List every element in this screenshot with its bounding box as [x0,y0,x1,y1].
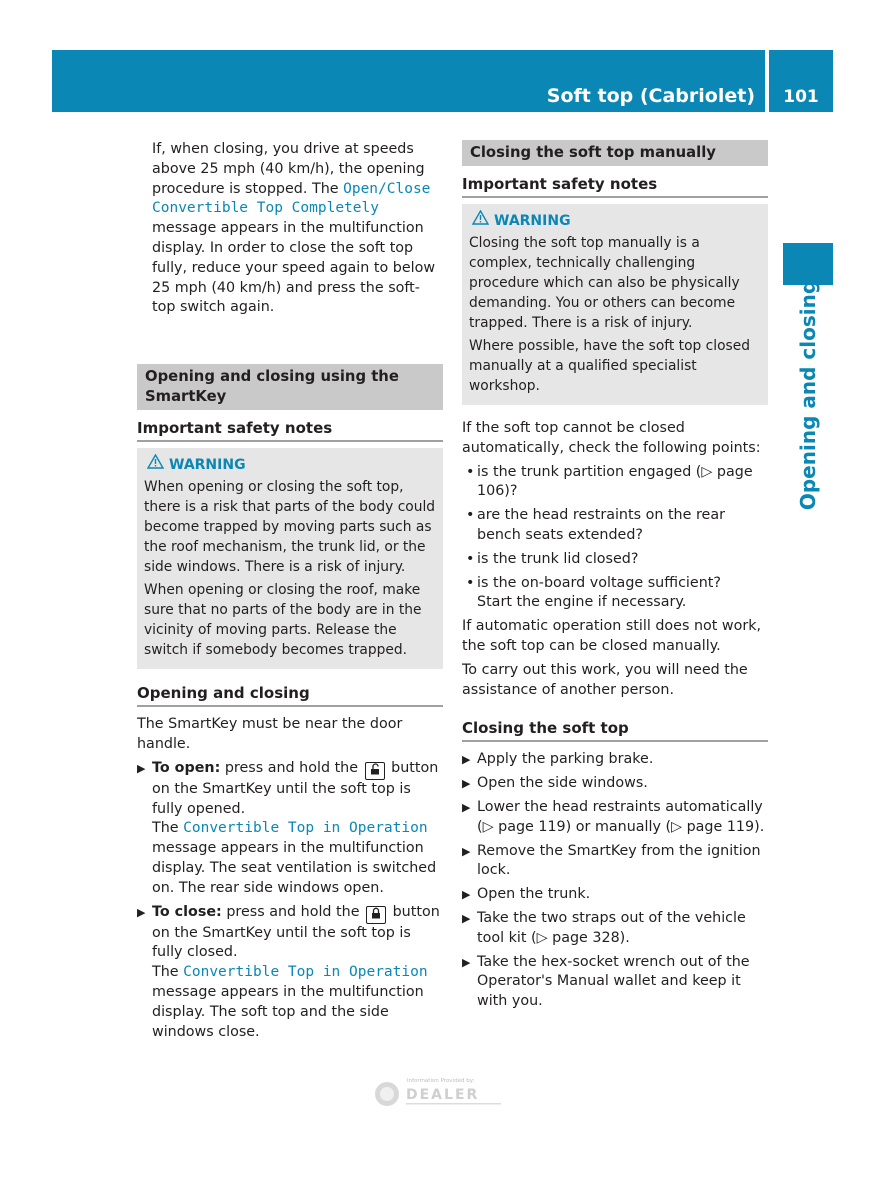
check-intro: If the soft top cannot be closed automatically, check the following points: [462,420,761,456]
left-column [137,140,443,1046]
header-bar [52,50,765,112]
step-arrow-icon: ▶ [462,800,471,814]
page-number-box [769,50,833,112]
step-arrow-icon: ▶ [462,888,471,902]
safety-heading: Important safety notes [137,418,443,442]
check-item: • is the trunk lid closed? [466,550,639,567]
step-item: ▶ Take the two straps out of the vehicle tool kit (▷ page 328). [462,909,746,946]
check-item: • is the on-board voltage sufficient? Start the engine if necessary. [466,574,721,611]
warning-box [462,204,768,405]
right-column [462,140,768,1016]
warning-heading: WARNING [144,454,436,475]
step-arrow-icon: ▶ [462,911,471,925]
warning-heading: WARNING [469,210,761,231]
assistance-note: To carry out this work, you will need the assistance of another person. [462,661,748,698]
auto-fail-note: If automatic operation still does not work, the soft top can be closed manually. [462,618,762,654]
chapter-tab [783,243,833,285]
step-close: ▶ To close: press and hold the button on the SmartKey until the soft top is fully closed. The Convertible Top in Operation message appears in the multifunction display. The soft top and the side windows close. [137,903,440,1040]
step-open: ▶ To open: press and hold the button on the SmartKey until the soft top is fully opened. The Convertible Top in Operation message appears in the multifunction display. The seat ventilation is switched on. The rear side windows open. [137,759,439,896]
step-item: ▶ Take the hex-socket wrench out of the Operator's Manual wallet and keep it with you. [462,953,750,1010]
lock-button-icon [366,906,386,924]
step-arrow-icon: ▶ [462,753,471,767]
unlock-button-icon [365,762,385,780]
chapter-label: Opening and closing [796,279,820,511]
step-item: ▶ Open the trunk. [462,885,768,905]
logo-caption: Information Provided by: [407,1078,475,1084]
section-title: Opening and closing using the SmartKey [137,364,443,410]
step-arrow-icon: ▶ [462,955,471,969]
warning-text: When opening or closing the roof, make sure that no parts of the body are in the vicinity of moving parts. Release the switch if somebody becomes trapped. [144,582,422,659]
display-message: Convertible Top in Operation [183,964,428,981]
display-message: Open/Close Convertible Top Completely [152,180,431,217]
warning-text: When opening or closing the soft top, there is a risk that parts of the body could become trapped by moving parts such as the roof mechanism, the trunk lid, or the side windows. There is a risk of injury. [144,479,436,576]
check-item: • are the head restraints on the rear bench seats extended? [466,507,725,543]
step-item: ▶ Open the side windows. [462,774,768,794]
check-item: • is the trunk partition engaged (▷ page 106)? [466,463,753,500]
warning-text: Closing the soft top manually is a complex, technically challenging procedure which can also be physically demanding. You or others can become trapped. There is a risk of injury. [469,235,740,331]
step-arrow-icon: ▶ [462,844,471,858]
step-item: ▶ Lower the head restraints automatically (▷ page 119) or manually (▷ page 119). [462,798,765,835]
warning-triangle-icon [147,454,164,475]
logo-text: DEALER [406,1087,480,1103]
warning-text: Where possible, have the soft top closed manually at a qualified specialist workshop. [469,338,750,394]
subsection-heading: Closing the soft top [462,718,768,742]
safety-heading: Important safety notes [462,174,768,198]
page-title: Soft top (Cabriolet) [546,85,755,107]
display-message: Convertible Top in Operation [183,820,428,837]
warning-box [137,448,443,669]
dealer-logo [373,1075,503,1111]
intro-paragraph: If, when closing, you drive at speeds above 25 mph (40 km/h), the opening procedure is stopped. The Open/Close Convertible Top Completely message appears in the multifunction display. In order to close the soft top fully, reduce your speed again to below 25 mph (40 km/h) and press the soft-top switch again. [152,141,436,316]
step-item: ▶ Remove the SmartKey from the ignition lock. [462,842,761,879]
section-title: Closing the soft top manually [462,140,768,166]
step-arrow-icon: ▶ [137,905,146,919]
subsection-heading: Opening and closing [137,683,443,707]
step-item: ▶ Apply the parking brake. [462,750,768,770]
smartkey-note: The SmartKey must be near the door handle. [137,716,403,752]
warning-triangle-icon [472,210,489,231]
step-arrow-icon: ▶ [137,761,146,775]
page-number: 101 [783,87,819,107]
step-arrow-icon: ▶ [462,777,471,791]
